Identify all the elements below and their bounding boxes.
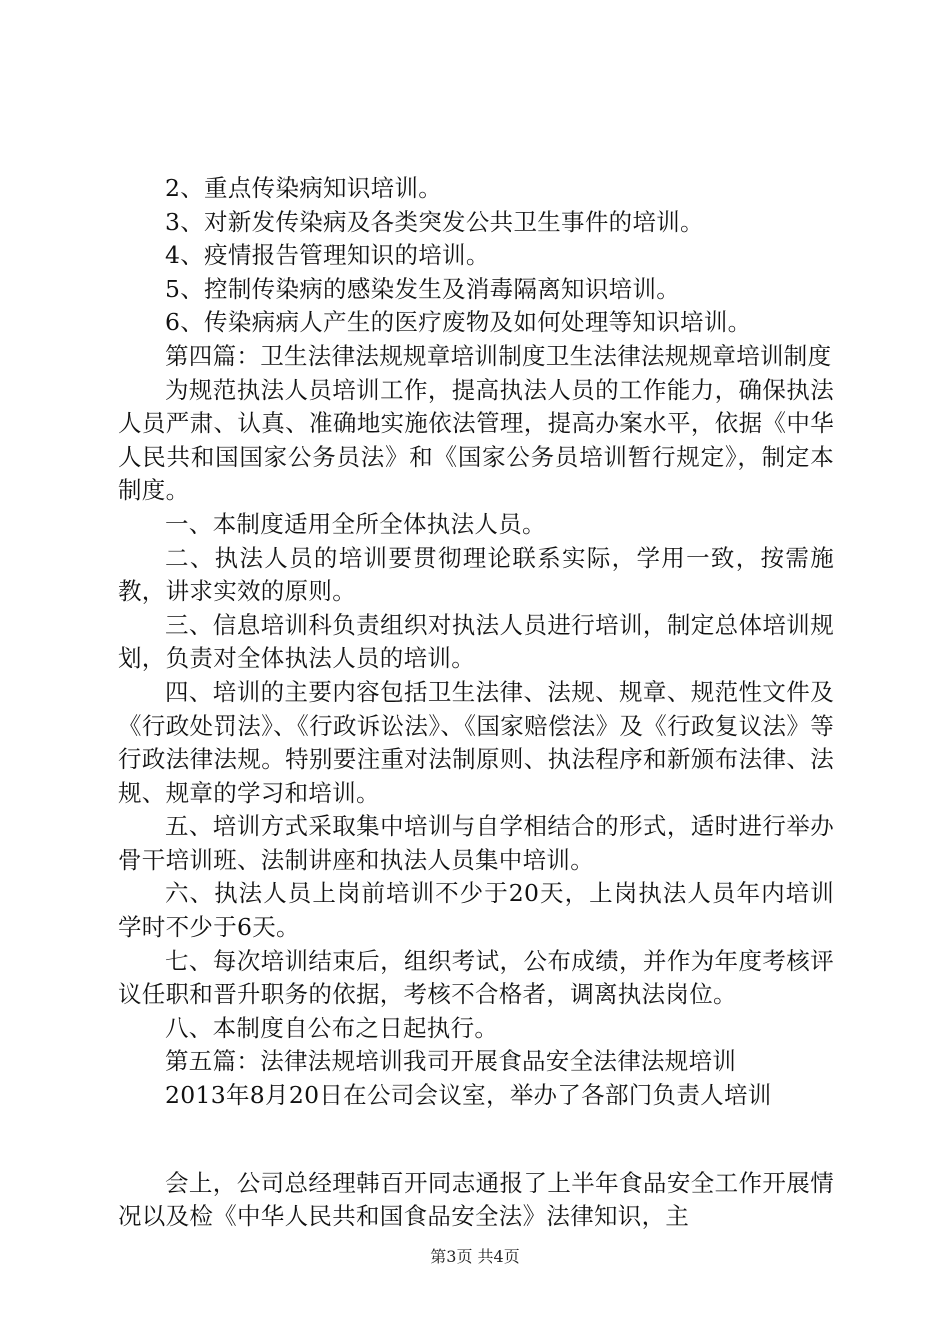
section-heading: 第四篇：卫生法律法规规章培训制度卫生法律法规规章培训制度 <box>165 341 832 370</box>
paragraph: 一、本制度适用全所全体执法人员。 <box>165 509 546 538</box>
paragraph: 三、信息培训科负责组织对执法人员进行培训，制定总体培训规划，负责对全体执法人员的培训。 <box>118 610 834 673</box>
paragraph: 5、控制传染病的感染发生及消毒隔离知识培训。 <box>165 274 681 303</box>
paragraph: 2、重点传染病知识培训。 <box>165 174 443 202</box>
paragraph: 二、执法人员的培训要贯彻理论联系实际，学用一致，按需施教，讲求实效的原则。 <box>118 543 834 606</box>
paragraph: 四、培训的主要内容包括卫生法律、法规、规章、规范性文件及《行政处罚法》、《行政诉讼法》、《国家赔偿法》及《行政复议法》等行政法律法规。特别要注重对法制原则、执法程序和新颁布法律、法规、规章的学习和培训。 <box>118 677 834 807</box>
paragraph: 六、执法人员上岗前培训不少于20天，上岗执法人员年内培训学时不少于6天。 <box>118 879 834 942</box>
paragraph: 3、对新发传染病及各类突发公共卫生事件的培训。 <box>165 207 704 236</box>
paragraph: 七、每次培训结束后，组织考试，公布成绩，并作为年度考核评议任职和晋升职务的依据，考核不合格者，调离执法岗位。 <box>118 946 834 1009</box>
paragraph: 会上，公司总经理韩百开同志通报了上半年食品安全工作开展情况以及检《中华人民共和国食品安全法》法律知识，主 <box>118 1168 834 1231</box>
paragraph: 6、传染病病人产生的医疗废物及如何处理等知识培训。 <box>165 308 752 337</box>
paragraph: 4、疫情报告管理知识的培训。 <box>165 241 490 270</box>
paragraph: 五、培训方式采取集中培训与自学相结合的形式，适时进行举办骨干培训班、法制讲座和执法人员集中培训。 <box>118 812 834 874</box>
document-body <box>118 172 834 1234</box>
paragraph: 为规范执法人员培训工作，提高执法人员的工作能力，确保执法人员严肃、认真、准确地实施依法管理，提高办案水平，依据《中华人民共和国国家公务员法》和《国家公务员培训暂行规定》，制定本制度。 <box>118 375 834 505</box>
blank-space <box>118 1113 834 1167</box>
paragraph: 八、本制度自公布之日起执行。 <box>165 1013 499 1042</box>
page-footer: 第3页 共4页 <box>430 1247 520 1266</box>
section-heading: 第五篇：法律法规培训我司开展食品安全法律法规培训 <box>165 1047 737 1076</box>
paragraph: 2013年8月20日在公司会议室，举办了各部门负责人培训 <box>165 1081 772 1110</box>
